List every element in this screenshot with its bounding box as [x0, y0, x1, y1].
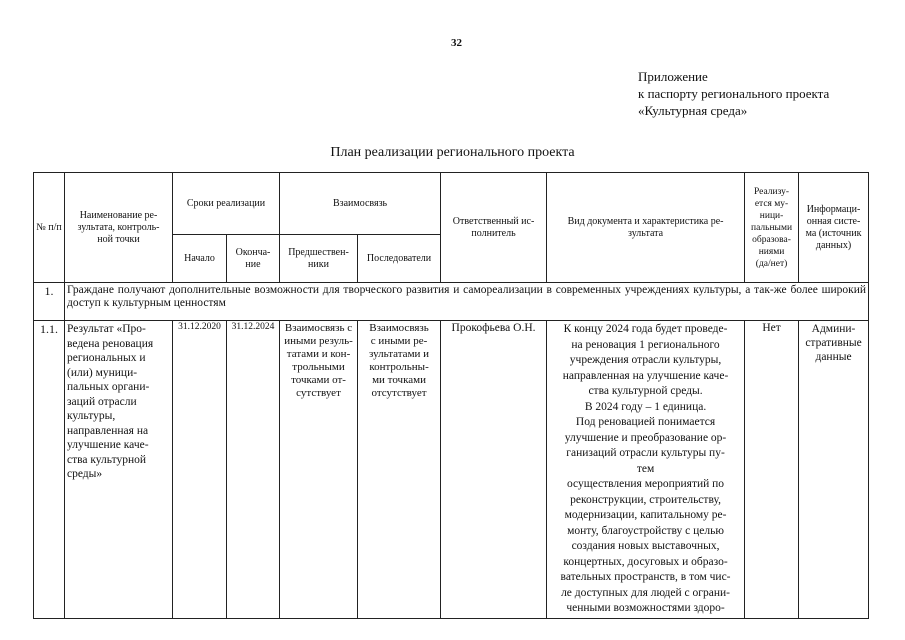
- row-document: [547, 321, 745, 619]
- page-number: 32: [451, 37, 462, 49]
- row-municipal: Нет: [745, 321, 799, 619]
- row-start-date: 31.12.2020: [173, 321, 227, 619]
- section-row: [34, 283, 869, 321]
- header-num: № п/п: [34, 173, 65, 283]
- plan-table: [33, 172, 869, 619]
- appendix-block: [638, 68, 829, 119]
- appendix-line-3: «Культурная среда»: [638, 103, 748, 118]
- appendix-line-2: к паспорту регионального проекта: [638, 86, 830, 101]
- result-row: [34, 321, 869, 619]
- header-predecessors: Предшествен- ники: [280, 235, 358, 283]
- row-name: Результат «Про- ведена реновация региональных и (или) муници- пальных органи- заций отрасли культуры, направленная на улучшение каче- ства культурной среды»: [65, 321, 173, 619]
- row-document-p1: К концу 2024 года будет проведе- на реновация 1 регионального учреждения отрасли культуры, направленная на улучшение каче- ства культурной среды.: [562, 323, 729, 397]
- row-executor: Прокофьева О.Н.: [441, 321, 547, 619]
- header-municipal: Реализу- ется му- ници- пальными образова- ниями (да/нет): [745, 173, 799, 283]
- header-row-1: [34, 173, 869, 235]
- header-start: Начало: [173, 235, 227, 283]
- plan-title: План реализации регионального проекта: [330, 145, 575, 160]
- row-document-p2: В 2024 году – 1 единица.: [584, 400, 707, 413]
- row-successors: Взаимосвязь с иными ре- зультатами и контрольны- ми точками отсутствует: [358, 321, 441, 619]
- header-name: Наименование ре- зультата, контроль- ной точки: [65, 173, 173, 283]
- row-info-system: Админи- стративные данные: [799, 321, 869, 619]
- header-relation: Взаимосвязь: [280, 173, 441, 235]
- header-successors: Последователи: [358, 235, 441, 283]
- row-document-p3: Под реновацией понимается улучшение и преобразование ор- ганизаций отрасли культуры пу- тем осуществления мероприятий по реконструкции, строительству, модернизации, капитальному ре- монту, благоустройству с целью создания новых выставочных, концертных, досуговых и образо- вательных пространств, в том чис- ле доступных для людей с ограни- ченными возможностями здоро-: [560, 416, 731, 614]
- appendix-line-1: Приложение: [638, 69, 708, 84]
- section-text: Граждане получают дополнительные возможности для творческого развития и самореализации в современных учреждениях культуры, а так-же более широкий доступ к культурным ценностям: [65, 283, 869, 321]
- header-end: Оконча- ние: [227, 235, 280, 283]
- header-info-system: Информаци- онная систе- ма (источник данных): [799, 173, 869, 283]
- header-document: Вид документа и характеристика ре- зультата: [547, 173, 745, 283]
- header-terms: Сроки реализации: [173, 173, 280, 235]
- row-end-date: 31.12.2024: [227, 321, 280, 619]
- header-executor: Ответственный ис- полнитель: [441, 173, 547, 283]
- row-num: 1.1.: [34, 321, 65, 619]
- section-num: 1.: [34, 283, 65, 321]
- row-predecessors: Взаимосвязь с иными резуль- татами и кон- трольными точками от- сутствует: [280, 321, 358, 619]
